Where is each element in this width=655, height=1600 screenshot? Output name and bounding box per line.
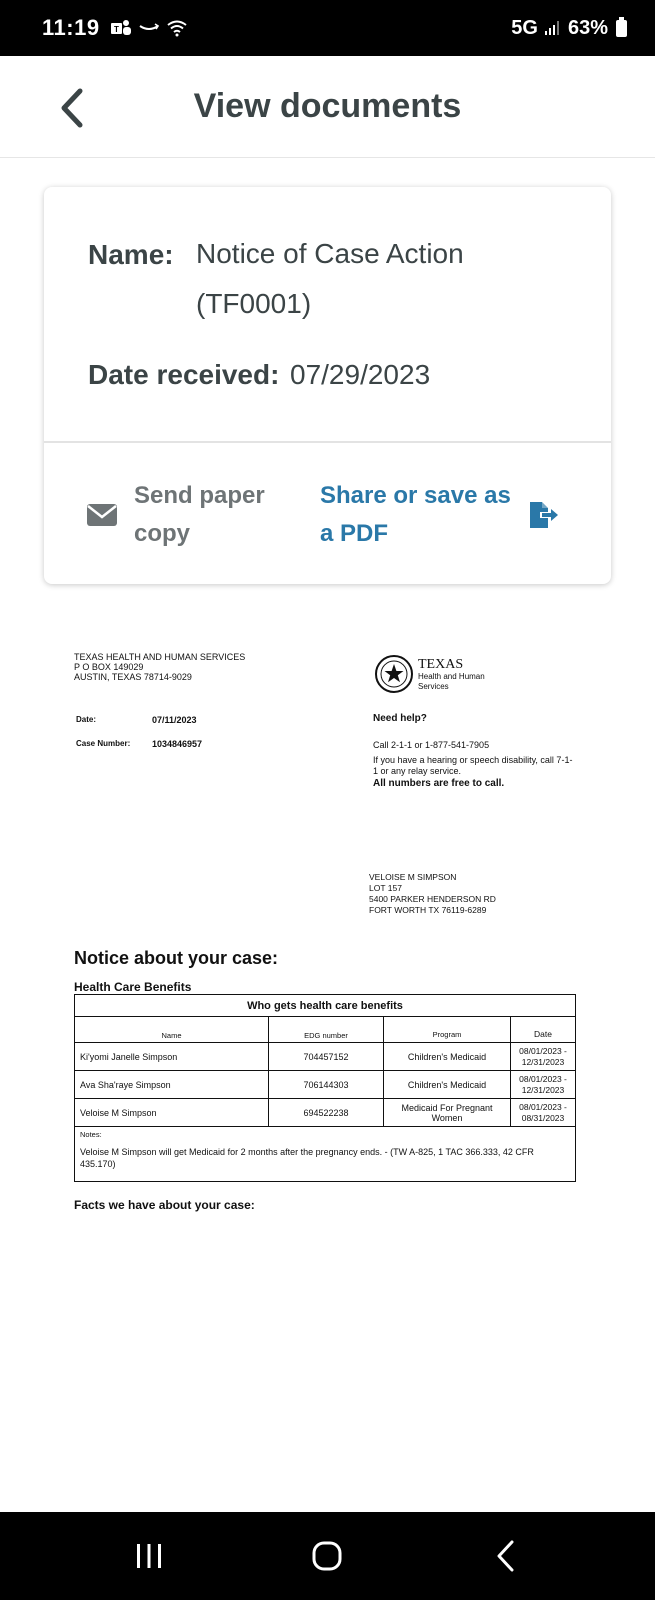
help-phone: Call 2-1-1 or 1-877-541-7905: [373, 740, 490, 750]
table-header-row: [75, 1017, 575, 1043]
send-paper-copy-label: Send paper copy: [134, 482, 265, 547]
system-back-button[interactable]: [476, 1526, 536, 1586]
column-header: EDG number: [269, 1017, 384, 1042]
network-type: 5G: [511, 16, 538, 39]
cell-program: Medicaid For Pregnant Women: [384, 1099, 511, 1126]
column-header: Name: [75, 1017, 269, 1042]
wifi-icon: [166, 19, 188, 37]
document-preview[interactable]: [0, 640, 655, 1500]
cell-program: Children's Medicaid: [384, 1043, 511, 1070]
status-right: [511, 17, 627, 40]
document-info-card: [44, 187, 611, 584]
cell-name: Ki'yomi Janelle Simpson: [75, 1043, 269, 1070]
case-number-label: Case Number:: [76, 739, 131, 748]
cell-program: Children's Medicaid: [384, 1071, 511, 1098]
document-details: [44, 187, 611, 443]
logo-subtitle: Health and Human: [418, 671, 485, 681]
agency-line: AUSTIN, TEXAS 78714-9029: [74, 672, 192, 682]
recent-apps-button[interactable]: [119, 1526, 179, 1586]
battery-percent: 63%: [567, 16, 608, 39]
name-label: Name:: [88, 239, 174, 270]
agency-line: TEXAS HEALTH AND HUMAN SERVICES: [74, 652, 246, 662]
cell-date: 08/01/2023 - 08/31/2023: [519, 1101, 567, 1123]
file-export-icon: [528, 500, 560, 530]
notice-title: Notice about your case:: [74, 948, 279, 968]
cell-date: 08/01/2023 - 12/31/2023: [519, 1073, 567, 1095]
recipient-line: LOT 157: [369, 883, 402, 893]
amazon-icon: [138, 21, 160, 35]
cell-date: 08/01/2023 - 12/31/2023: [519, 1045, 567, 1067]
page-title: View documents: [193, 87, 462, 125]
battery-icon: [616, 20, 627, 37]
logo-subtitle: Services: [418, 681, 449, 691]
envelope-icon: [86, 503, 118, 527]
table-row: [75, 1043, 575, 1071]
status-notification-icons: [110, 18, 188, 38]
recipient-line: VELOISE M SIMPSON: [369, 872, 457, 882]
app-header: [0, 56, 655, 158]
recipient-line: FORT WORTH TX 76119-6289: [369, 905, 487, 915]
hhs-logo: [374, 654, 485, 694]
table-row: [75, 1071, 575, 1099]
cell-edg: 694522238: [269, 1099, 384, 1126]
table-notes: [75, 1127, 575, 1181]
home-icon: [311, 1540, 343, 1572]
notes-text: Veloise M Simpson will get Medicaid for 2 months after the pregnancy ends. - (TW A-825, 1 TAC 366.333, 42 CFR 435.170): [80, 1147, 534, 1169]
home-button[interactable]: [297, 1526, 357, 1586]
texas-seal-icon: [374, 654, 414, 694]
benefits-table: [74, 994, 576, 1182]
back-button[interactable]: [52, 86, 92, 130]
facts-title: Facts we have about your case:: [74, 1198, 255, 1212]
share-save-pdf-label: Share or save as a PDF: [320, 482, 511, 547]
status-time: 11:19: [42, 15, 100, 40]
status-bar: [0, 0, 655, 56]
column-header: Program: [384, 1017, 511, 1042]
date-received-label: Date received:: [88, 359, 280, 390]
recent-apps-icon: [134, 1542, 164, 1570]
recipient-line: 5400 PARKER HENDERSON RD: [369, 894, 496, 904]
agency-address: [74, 652, 245, 682]
table-title: Who gets health care benefits: [75, 995, 575, 1017]
logo-title: TEXAS: [418, 656, 464, 672]
notes-label: Notes:: [80, 1130, 102, 1139]
logo-text: [418, 657, 485, 692]
cell-name: Veloise M Simpson: [75, 1099, 269, 1126]
signal-icon: [544, 20, 562, 36]
recipient-address: [369, 872, 496, 916]
doc-date-label: Date:: [76, 715, 97, 724]
cell-name: Ava Sha'raye Simpson: [75, 1071, 269, 1098]
chevron-left-icon: [59, 88, 85, 128]
health-care-benefits-title: Health Care Benefits: [74, 980, 192, 994]
date-received-value: 07/29/2023: [290, 359, 431, 390]
share-save-pdf-button[interactable]: [320, 477, 560, 553]
system-nav-bar: [0, 1512, 655, 1600]
doc-date-value: 07/11/2023: [152, 715, 197, 725]
chevron-left-icon: [495, 1540, 517, 1572]
cell-edg: 704457152: [269, 1043, 384, 1070]
column-header: Date: [534, 1029, 552, 1039]
help-title: Need help?: [373, 713, 427, 724]
table-row: [75, 1099, 575, 1127]
cell-edg: 706144303: [269, 1071, 384, 1098]
teams-icon: [110, 18, 132, 38]
send-paper-copy-button[interactable]: [86, 477, 284, 553]
svg-text:T: T: [113, 25, 119, 34]
agency-line: P O BOX 149029: [74, 662, 144, 672]
help-hearing: If you have a hearing or speech disability, call 7-1-1 or any relay service.: [373, 755, 573, 776]
case-number-value: 1034846957: [152, 739, 203, 749]
help-free: All numbers are free to call.: [373, 778, 505, 789]
document-name: Notice of Case Action (TF0001): [196, 238, 464, 319]
